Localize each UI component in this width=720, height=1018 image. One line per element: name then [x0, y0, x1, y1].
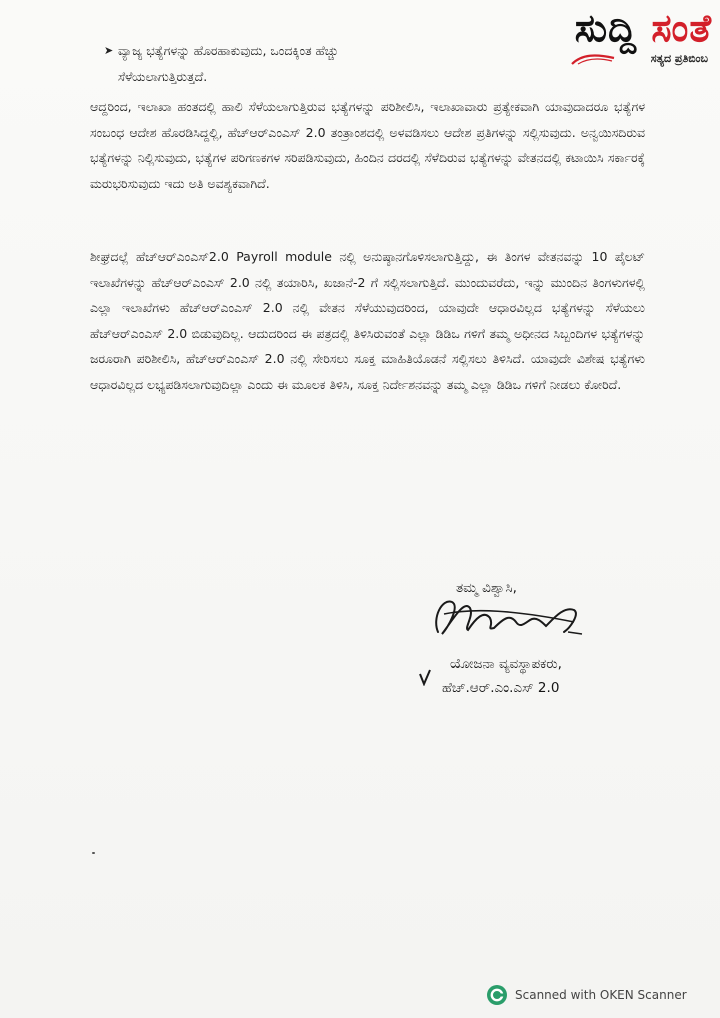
bullet-marker-icon: ➤ [104, 44, 114, 57]
logo-word-2: ಸಂತೆ [651, 6, 712, 50]
handwritten-signature-icon [424, 588, 584, 644]
logo-swoosh-icon [570, 52, 616, 66]
designation-text: ಯೋಜನಾ ವ್ಯವಸ್ಥಾಪಕರು, [450, 656, 562, 672]
scan-speck [92, 852, 95, 854]
logo-wordmark [575, 6, 712, 50]
logo-tagline: ಸತ್ಯದ ಪ್ರತಿಬಿಂಬ [650, 52, 708, 65]
paragraph-1: ಆದ್ದರಿಂದ, ಇಲಾಖಾ ಹಂತದಲ್ಲಿ ಹಾಲಿ ಸೆಳೆಯಲಾಗುತ್ತಿರುವ ಭತ್ಯೆಗಳನ್ನು ಪರಿಶೀಲಿಸಿ, ಇಲಾಖಾವಾರು ಪ್ರತ್ಯೇಕವಾಗಿ ಯಾವುದಾದರೂ ಭತ್ಯೆಗಳ ಸಂಬಂಧ ಆದೇಶ ಹೊರಡಿಸಿದ್ದಲ್ಲಿ, ಹೆಚ್‌ಆರ್‌ಎಂಎಸ್ 2.0 ತಂತ್ರಾಂಶದಲ್ಲಿ ಅಳವಡಿಸಲು ಆದೇಶ ಪ್ರತಿಗಳನ್ನು ಸಲ್ಲಿಸುವುದು. ಅನ್ವಯಿಸದಿರುವ ಭತ್ಯೆಗಳನ್ನು ನಿಲ್ಲಿಸುವುದು, ಭತ್ಯೆಗಳ ಪರಿಗಣಕಗಳ ಸರಿಪಡಿಸುವುದು, ಹಿಂದಿನ ದರದಲ್ಲಿ ಸೆಳೆದಿರುವ ಭತ್ಯೆಗಳನ್ನು ವೇತನದಲ್ಲಿ ಕಟಾಯಿಸಿ ಸರ್ಕಾರಕ್ಕೆ ಮರುಭರಿಸುವುದು ಇದು ಅತಿ ಅವಶ್ಯಕವಾಗಿದೆ. [90, 99, 645, 191]
top-line-1: ವ್ಯಾಜ್ಯ ಭತ್ಯೆಗಳನ್ನು ಹೊರಹಾಕುವುದು, ಒಂದಕ್ಕಿಂತ ಹೆಚ್ಚು [118, 43, 339, 58]
pen-tick-icon [418, 668, 432, 686]
oken-scanner-icon [486, 984, 508, 1006]
paragraph-2: ಶೀಘ್ರದಲ್ಲೆ ಹೆಚ್‌ಆರ್‌ಎಂಎಸ್2.0 Payroll module ನಲ್ಲಿ ಅನುಷ್ಠಾನಗೊಳಿಸಲಾಗುತ್ತಿದ್ದು, ಈ ತಿಂಗಳ ವೇತನವನ್ನು 10 ಪೈಲಟ್ ಇಲಾಖೆಗಳನ್ನು ಹೆಚ್‌ಆರ್‌ಎಂಎಸ್ 2.0 ನಲ್ಲಿ ತಯಾರಿಸಿ, ಖಜಾನೆ-2 ಗೆ ಸಲ್ಲಿಸಲಾಗುತ್ತಿದೆ. ಮುಂದುವರೆದು, ಇನ್ನು ಮುಂದಿನ ತಿಂಗಳುಗಳಲ್ಲಿ ಎಲ್ಲಾ ಇಲಾಖೆಗಳು ಹೆಚ್‌ಆರ್‌ಎಂಎಸ್ 2.0 ನಲ್ಲಿ ವೇತನ ಸೆಳೆಯುವುದರಿಂದ, ಯಾವುದೇ ಆಧಾರವಿಲ್ಲದ ಭತ್ಯೆಗಳನ್ನು ಸೆಳೆಯಲು ಹೆಚ್‌ಆರ್‌ಎಂಎಸ್ 2.0 ಬಿಡುವುದಿಲ್ಲ. ಆದುದರಿಂದ ಈ ಪತ್ರದಲ್ಲಿ ತಿಳಿಸಿರುವಂತೆ ಎಲ್ಲಾ ಡಿಡಿಒ ಗಳಿಗೆ ತಮ್ಮ ಅಧೀನದ ಸಿಬ್ಬಂದಿಗಳ ಭತ್ಯೆಗಳನ್ನು ಜರೂರಾಗಿ ಪರಿಶೀಲಿಸಿ, ಹೆಚ್‌ಆರ್‌ಎಂಎಸ್ 2.0 ನಲ್ಲಿ ಸೇರಿಸಲು ಸೂಕ್ತ ಮಾಹಿತಿಯೊಡನೆ ಸಲ್ಲಿಸಲು ತಿಳಿಸಿದೆ. ಯಾವುದೇ ವಿಶೇಷ ಭತ್ಯೆಗಳು ಆಧಾರವಿಲ್ಲದ ಲಭ್ಯಪಡಿಸಲಾಗುವುದಿಲ್ಲಾ ಎಂದು ಈ ಮೂಲಕ ತಿಳಿಸಿ, ಸೂಕ್ತ ನಿರ್ದೇಶನವನ್ನು ತಮ್ಮ ಎಲ್ಲಾ ಡಿಡಿಒ ಗಳಿಗೆ ನೀಡಲು ಕೋರಿದೆ. [90, 249, 645, 392]
closing-text: ತಮ್ಮ ವಿಶ್ವಾಸಿ, [456, 580, 517, 596]
top-fragment [118, 38, 518, 89]
department-text: ಹೆಚ್.ಆರ್.ಎಂ.ಎಸ್ 2.0 [442, 680, 560, 696]
suddi-sante-logo [512, 6, 712, 68]
top-line-2: ಸೆಳೆಯಲಾಗುತ್ತಿರುತ್ತದೆ. [118, 68, 208, 84]
logo-word-1: ಸುದ್ದಿ [574, 6, 638, 50]
scanner-watermark [486, 984, 687, 1006]
scanner-text: Scanned with OKEN Scanner [515, 988, 687, 1002]
